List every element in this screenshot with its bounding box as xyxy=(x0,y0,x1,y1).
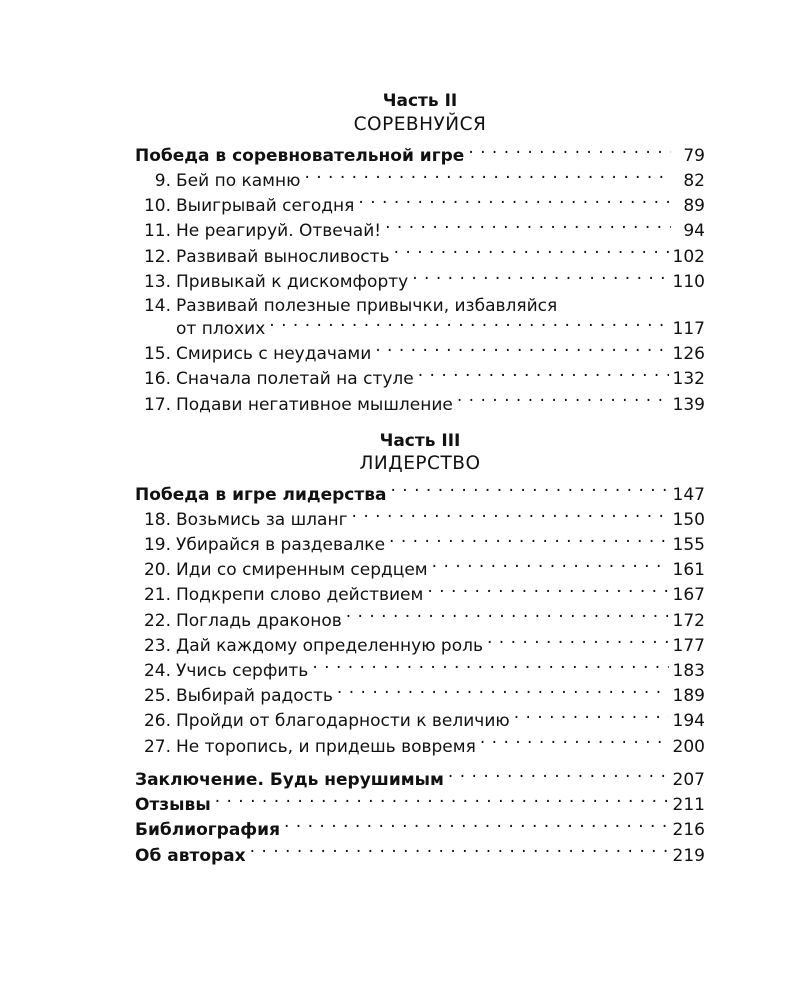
dot-leader xyxy=(352,508,669,525)
toc-entry-title: Об авторах xyxy=(135,845,246,866)
toc-chapter[interactable] xyxy=(135,583,705,608)
toc-page-number: 102 xyxy=(672,246,705,267)
toc-entry-title: Убирайся в раздевалке xyxy=(176,535,386,556)
toc-entry-title: Учись серфить xyxy=(176,661,309,682)
toc-entry-title: Иди со смиренным сердцем xyxy=(176,560,428,581)
dot-leader xyxy=(284,818,669,835)
toc-entry-title xyxy=(135,768,444,793)
toc-entry-title: Смирись с неудачами xyxy=(176,344,372,365)
chapter-number: 17. xyxy=(143,394,171,415)
chapter-number: 10. xyxy=(143,196,171,217)
dot-leader xyxy=(432,558,669,575)
dot-leader xyxy=(250,844,669,861)
toc-chapter[interactable] xyxy=(135,169,705,194)
dot-leader xyxy=(337,684,669,701)
toc-chapter[interactable] xyxy=(135,194,705,219)
dot-leader xyxy=(389,533,669,550)
toc-page-number: 150 xyxy=(672,509,705,530)
dot-leader xyxy=(468,144,671,161)
chapter-number: 25. xyxy=(143,686,171,707)
toc-entry-title: Подави негативное мышление xyxy=(176,394,453,415)
toc-back-matter-authors[interactable] xyxy=(135,844,705,869)
dot-leader xyxy=(487,634,669,651)
dot-leader xyxy=(480,735,669,752)
toc-entry-title: Пройди от благодарности к величию xyxy=(176,711,510,732)
part-heading xyxy=(135,92,705,135)
dot-leader xyxy=(427,583,668,600)
toc-section-intro[interactable] xyxy=(135,144,705,169)
part-label: Часть III xyxy=(379,430,461,451)
toc-chapter[interactable] xyxy=(135,367,705,392)
toc-chapter[interactable] xyxy=(135,295,705,317)
dot-leader xyxy=(418,367,669,384)
section-gap xyxy=(135,760,705,768)
toc-page-number: 110 xyxy=(672,271,705,292)
dot-leader xyxy=(390,483,668,500)
toc-page-number: 139 xyxy=(672,394,705,415)
toc-page-number: 219 xyxy=(672,845,705,866)
toc-page-number: 155 xyxy=(672,535,705,556)
chapter-number: 15. xyxy=(143,344,171,365)
toc-entry-title: Подкрепи слово действием xyxy=(176,585,424,606)
dot-leader xyxy=(215,793,669,810)
toc-entry-title: Победа в соревновательной игре xyxy=(135,145,465,166)
toc-entry-title: Не торопись, и придешь вовремя xyxy=(176,736,476,757)
chapter-number: 16. xyxy=(143,369,171,390)
toc-entry-title: Библиография xyxy=(135,820,280,841)
toc-entry-title: Развивай полезные привычки, избавляйся xyxy=(176,296,558,317)
toc-chapter[interactable] xyxy=(135,393,705,418)
toc-page-number: 161 xyxy=(672,560,705,581)
chapter-number: 26. xyxy=(143,711,171,732)
toc-page-number: 132 xyxy=(672,369,705,390)
toc-page-number: 94 xyxy=(683,221,705,242)
toc-entry-title: Сначала полетай на стуле xyxy=(176,369,414,390)
toc-page-number: 183 xyxy=(672,661,705,682)
dot-leader xyxy=(346,609,669,626)
dot-leader xyxy=(448,768,669,785)
toc-page-number: 177 xyxy=(672,635,705,656)
dot-leader xyxy=(385,219,671,236)
dot-leader xyxy=(457,393,669,410)
dot-leader xyxy=(514,709,669,726)
toc-chapter[interactable] xyxy=(135,508,705,533)
toc-page-number: 172 xyxy=(672,610,705,631)
toc-chapter[interactable] xyxy=(135,709,705,734)
toc-chapter[interactable] xyxy=(135,735,705,760)
chapter-number: 11. xyxy=(143,221,171,242)
chapter-number: 21. xyxy=(143,585,171,606)
toc-chapter[interactable] xyxy=(135,342,705,367)
conclusion-subtitle: . Будь нерушимым xyxy=(257,769,444,790)
part-title: СОРЕВНУЙСЯ xyxy=(353,113,487,135)
toc-chapter-continuation[interactable] xyxy=(135,317,705,342)
dot-leader xyxy=(412,270,668,287)
toc-chapter[interactable] xyxy=(135,245,705,270)
toc-entry-title: Привыкай к дискомфорту xyxy=(176,271,409,292)
toc-entry-title: Дай каждому определенную роль xyxy=(176,635,483,656)
part-label: Часть II xyxy=(382,91,458,111)
toc-chapter[interactable] xyxy=(135,533,705,558)
toc-page-number: 200 xyxy=(672,736,705,757)
toc-chapter[interactable] xyxy=(135,219,705,244)
toc-chapter[interactable] xyxy=(135,634,705,659)
chapter-number: 13. xyxy=(143,271,171,292)
toc-page-number: 207 xyxy=(672,769,705,790)
toc-entry-title: Выбирай радость xyxy=(176,686,333,707)
toc-page-number: 117 xyxy=(672,319,705,340)
dot-leader xyxy=(312,659,668,676)
toc-back-matter-reviews[interactable] xyxy=(135,793,705,818)
chapter-number: 23. xyxy=(143,635,171,656)
toc-page-number: 211 xyxy=(672,795,705,816)
part-heading xyxy=(135,432,705,475)
chapter-number: 18. xyxy=(143,509,171,530)
toc-entry-title: Отзывы xyxy=(135,795,211,816)
conclusion-label: Заключение xyxy=(135,769,258,790)
dot-leader xyxy=(394,245,669,262)
toc-page-number: 82 xyxy=(683,171,705,192)
chapter-number: 14. xyxy=(143,296,171,317)
part-title: ЛИДЕРСТВО xyxy=(359,453,481,475)
toc-chapter[interactable] xyxy=(135,270,705,295)
dot-leader xyxy=(375,342,668,359)
toc-entry-title: Возьмись за шланг xyxy=(176,509,348,530)
toc-page-number: 189 xyxy=(672,686,705,707)
chapter-number: 22. xyxy=(143,610,171,631)
toc-chapter[interactable] xyxy=(135,659,705,684)
toc-entry-title: Победа в игре лидерства xyxy=(135,484,387,505)
toc-page-number: 89 xyxy=(683,196,705,217)
toc-entry-title: Погладь драконов xyxy=(176,610,342,631)
toc-page-number: 216 xyxy=(672,820,705,841)
chapter-number: 27. xyxy=(143,736,171,757)
toc-section-intro[interactable] xyxy=(135,483,705,508)
toc-page-number: 194 xyxy=(672,711,705,732)
toc-entry-title-continued: от плохих xyxy=(176,319,266,340)
chapter-number: 12. xyxy=(143,246,171,267)
toc-page-number: 167 xyxy=(672,585,705,606)
chapter-number: 9. xyxy=(154,171,171,192)
toc-page-number: 147 xyxy=(672,484,705,505)
table-of-contents xyxy=(135,92,705,869)
toc-entry-title: Не реагируй. Отвечай! xyxy=(176,221,382,242)
toc-entry-title: Развивай выносливость xyxy=(176,246,390,267)
dot-leader xyxy=(304,169,671,186)
dot-leader xyxy=(269,317,668,334)
chapter-number: 20. xyxy=(143,560,171,581)
toc-page-number: 126 xyxy=(672,344,705,365)
toc-chapter[interactable] xyxy=(135,684,705,709)
toc-entry-title: Выигрывай сегодня xyxy=(176,196,355,217)
dot-leader xyxy=(358,194,671,211)
toc-page-number: 79 xyxy=(683,145,705,166)
toc-back-matter-conclusion[interactable] xyxy=(135,768,705,793)
chapter-number: 19. xyxy=(143,535,171,556)
toc-chapter[interactable] xyxy=(135,609,705,634)
chapter-number: 24. xyxy=(143,661,171,682)
toc-entry-title: Бей по камню xyxy=(176,171,301,192)
toc-chapter[interactable] xyxy=(135,558,705,583)
toc-back-matter-bibliography[interactable] xyxy=(135,818,705,843)
